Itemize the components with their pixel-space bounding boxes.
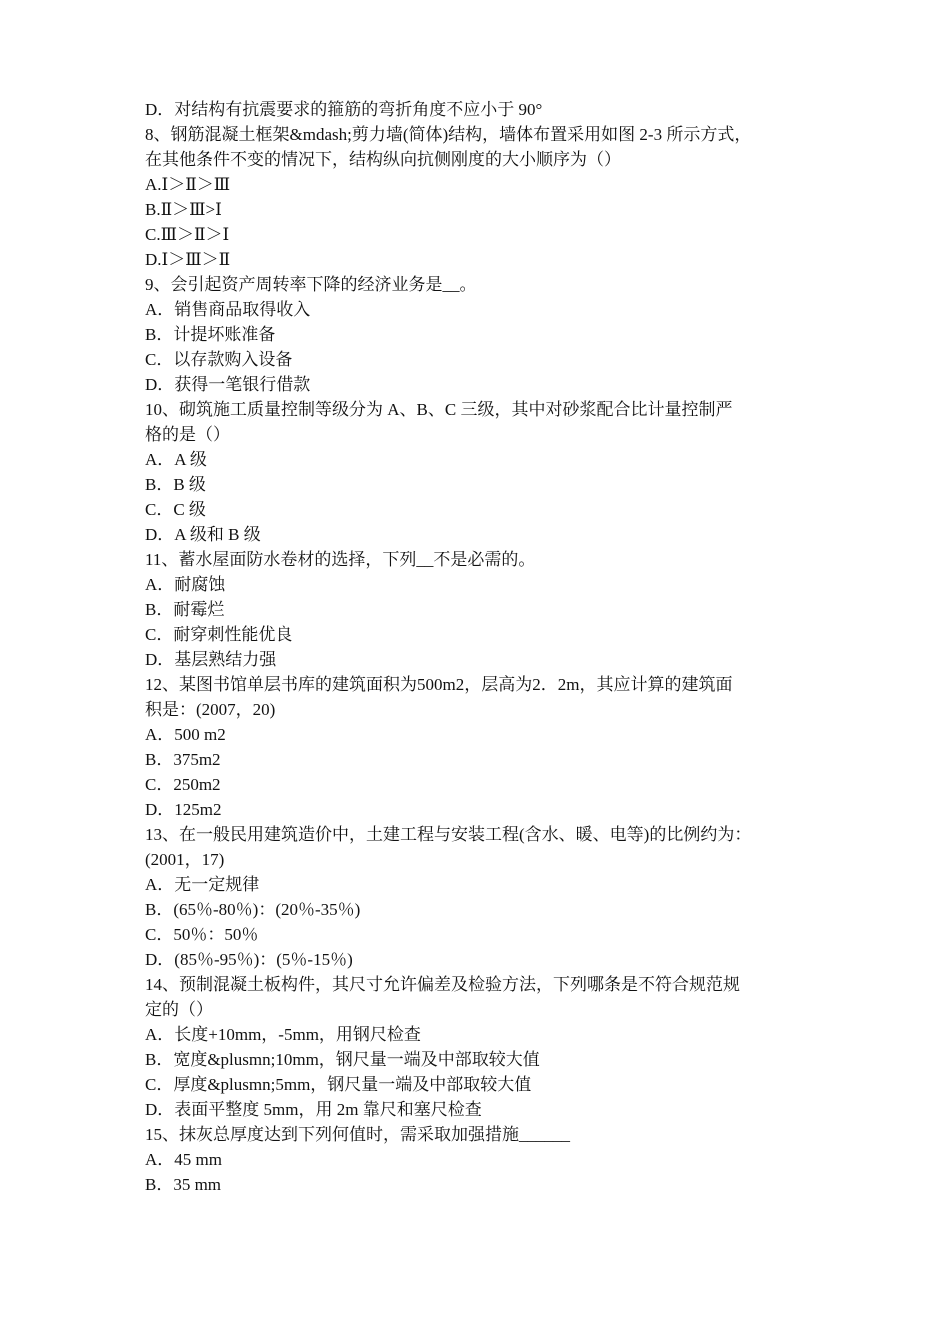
question-text-line: 在其他条件不变的情况下，结构纵向抗侧刚度的大小顺序为（）	[145, 150, 621, 169]
answer-option-line: B．375m2	[145, 750, 221, 769]
answer-option-line: A．长度+10mm，-5mm，用钢尺检查	[145, 1025, 421, 1044]
answer-option-line: A．A 级	[145, 450, 207, 469]
answer-option-line: B．(65％-80％)：(20％-35％)	[145, 900, 361, 919]
answer-option-line: A.Ⅰ＞Ⅱ＞Ⅲ	[145, 175, 231, 194]
question-text-line: 11、蓄水屋面防水卷材的选择，下列__不是必需的。	[145, 550, 536, 569]
answer-option-line: D．125m2	[145, 800, 222, 819]
answer-option-line: B．宽度&plusmn;10mm，钢尺量一端及中部取较大值	[145, 1050, 540, 1069]
question-text-line: 14、预制混凝土板构件，其尺寸允许偏差及检验方法，下列哪条是不符合规范规	[145, 975, 740, 994]
answer-option-line: D．(85％-95％)：(5％-15％)	[145, 950, 353, 969]
answer-option-line: C．250m2	[145, 775, 221, 794]
answer-option-line: A．销售商品取得收入	[145, 300, 311, 319]
question-text-line: 15、抹灰总厚度达到下列何值时，需采取加强措施______	[145, 1125, 570, 1144]
question-text-line: 积是：(2007，20)	[145, 700, 276, 719]
answer-option-line: D.Ⅰ＞Ⅲ＞Ⅱ	[145, 250, 231, 269]
answer-option-line: A．500 m2	[145, 725, 226, 744]
answer-option-line: A．45 mm	[145, 1150, 222, 1169]
answer-option-line: D．A 级和 B 级	[145, 525, 261, 544]
answer-option-line: A．耐腐蚀	[145, 575, 226, 594]
question-text-line: 13、在一般民用建筑造价中，土建工程与安装工程(含水、暖、电等)的比例约为：	[145, 825, 752, 844]
answer-option-line: B．计提坏账准备	[145, 325, 276, 344]
answer-option-line: C.Ⅲ＞Ⅱ＞Ⅰ	[145, 225, 230, 244]
question-text-line: 定的（）	[145, 1000, 213, 1019]
answer-option-line: C．厚度&plusmn;5mm，钢尺量一端及中部取较大值	[145, 1075, 532, 1094]
answer-option-line: D．对结构有抗震要求的箍筋的弯折角度不应小于 90°	[145, 100, 543, 119]
question-text-line: 8、钢筋混凝土框架&mdash;剪力墙(简体)结构，墙体布置采用如图 2-3 所示方式，	[145, 125, 752, 144]
answer-option-line: D．基层熟结力强	[145, 650, 277, 669]
question-text-line: 12、某图书馆单层书库的建筑面积为500m2，层高为2．2m，其应计算的建筑面	[145, 675, 733, 694]
answer-option-line: A．无一定规律	[145, 875, 260, 894]
answer-option-line: D．获得一笔银行借款	[145, 375, 311, 394]
answer-option-line: B．B 级	[145, 475, 206, 494]
question-text-line: 格的是（）	[145, 425, 230, 444]
exam-text-body	[145, 97, 813, 1197]
answer-option-line: C．C 级	[145, 500, 206, 519]
question-text-line: 10、砌筑施工质量控制等级分为 A、B、C 三级，其中对砂浆配合比计量控制严	[145, 400, 733, 419]
answer-option-line: C．50％：50％	[145, 925, 259, 944]
question-text-line: 9、会引起资产周转率下降的经济业务是__。	[145, 275, 477, 294]
question-text-line: (2001，17)	[145, 850, 225, 869]
answer-option-line: C．以存款购入设备	[145, 350, 293, 369]
answer-option-line: B．耐霉烂	[145, 600, 225, 619]
answer-option-line: C．耐穿刺性能优良	[145, 625, 293, 644]
answer-option-line: B.Ⅱ＞Ⅲ>Ⅰ	[145, 200, 222, 219]
answer-option-line: B．35 mm	[145, 1175, 222, 1194]
answer-option-line: D．表面平整度 5mm，用 2m 靠尺和塞尺检查	[145, 1100, 482, 1119]
